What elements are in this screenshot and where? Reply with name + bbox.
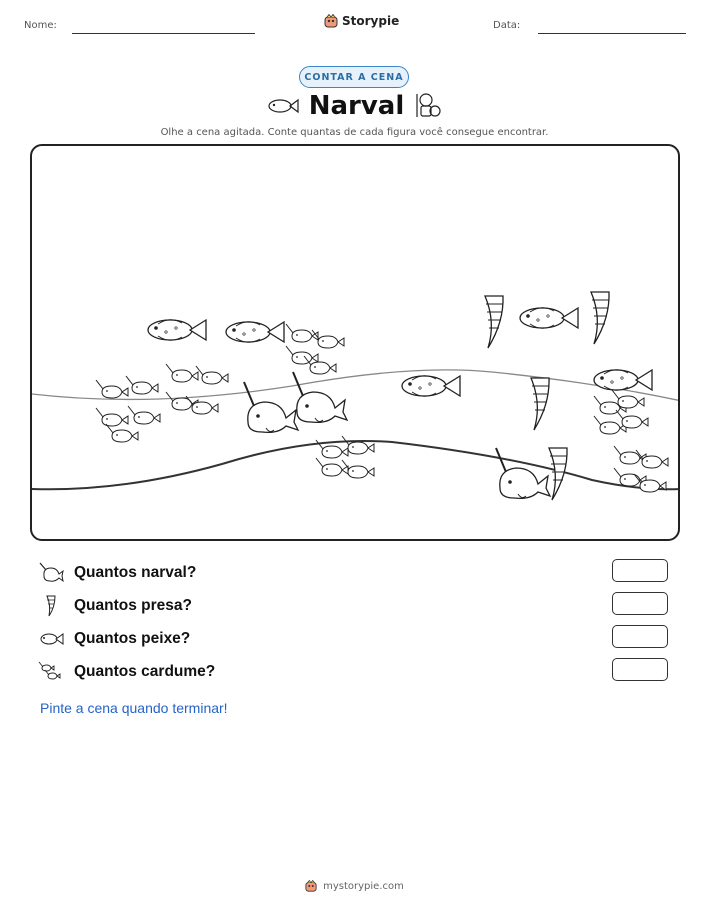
answer-box-fish[interactable] [612,625,668,648]
instructions: Olhe a cena agitada. Conte quantas de cada figura você consegue encontrar. [160,127,549,138]
school-of-fish-icon [38,661,64,683]
brand-name: Storypie [342,14,400,28]
question-text: Quantos cardume? [74,663,216,680]
date-label: Data: [493,20,521,31]
storypie-logo-icon [305,880,317,892]
name-field-line[interactable] [72,33,255,34]
name-label: Nome: [24,20,57,31]
date-field-line[interactable] [538,33,686,34]
footer [0,880,709,892]
question-text: Quantos presa? [74,597,192,614]
question-school [38,659,215,685]
answer-box-narwhal[interactable] [612,559,668,582]
tusk-icon [38,595,64,617]
fish-icon [38,628,64,650]
scene-frame[interactable] [30,144,680,541]
storypie-logo-icon [324,14,338,28]
title-row [0,91,709,121]
question-fish [38,626,190,652]
question-text: Quantos peixe? [74,630,191,647]
fish-icon [267,97,299,115]
question-narwhal [38,560,196,586]
question-tusk [38,593,192,619]
ocean-scene-illustration [32,146,680,541]
knight-mascot-icon [414,91,442,121]
answer-box-school[interactable] [612,658,668,681]
activity-badge: CONTAR A CENA [299,66,409,88]
coloring-hint: Pinte a cena quando terminar! [40,700,228,716]
brand-logo [324,14,399,28]
page-title: Narval [308,91,405,121]
footer-url: mystorypie.com [323,880,404,892]
narwhal-icon [38,562,64,584]
answer-box-tusk[interactable] [612,592,668,615]
question-text: Quantos narval? [74,564,197,581]
